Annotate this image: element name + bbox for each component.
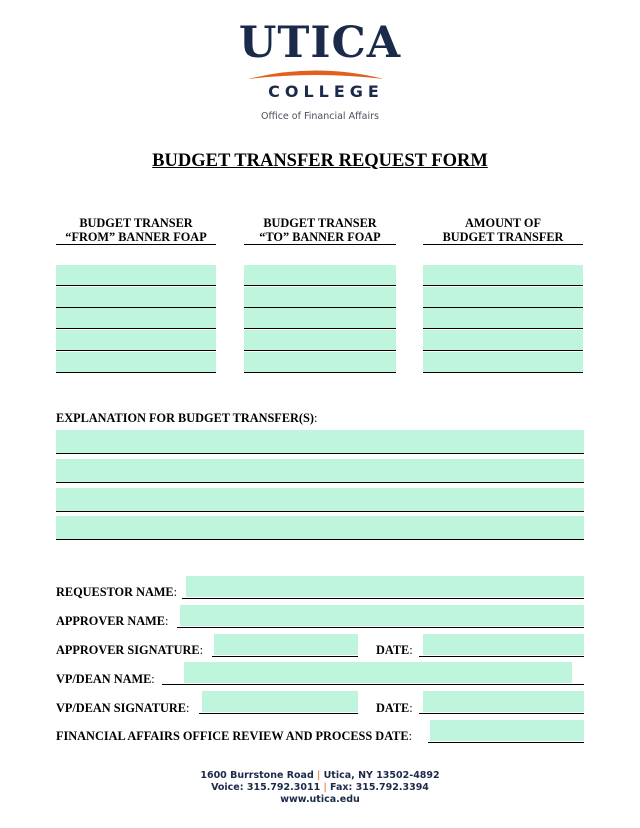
explanation-line-3[interactable] xyxy=(56,488,584,512)
approver-date-field[interactable] xyxy=(423,634,584,655)
approver-signature-underline xyxy=(212,656,358,657)
cell-to-foap-row-4[interactable] xyxy=(244,330,396,351)
cell-from-foap-row-1[interactable] xyxy=(56,265,216,286)
vp-dean-name-label: VP/DEAN NAME: xyxy=(56,672,155,686)
cell-to-foap-row-1[interactable] xyxy=(244,265,396,286)
explanation-line-4[interactable] xyxy=(56,516,584,540)
requestor-name-label: REQUESTOR NAME: xyxy=(56,585,178,599)
footer-address: 1600 Burrstone Road | Utica, NY 13502-4892 xyxy=(200,770,440,781)
logo-swoosh-icon xyxy=(248,68,384,80)
cell-from-foap-row-4[interactable] xyxy=(56,330,216,351)
explanation-line-1[interactable] xyxy=(56,430,584,454)
vp-dean-name-field[interactable] xyxy=(184,662,572,683)
vp-dean-signature-underline xyxy=(199,713,358,714)
column-header-amount: AMOUNT OF BUDGET TRANSFER xyxy=(423,216,583,245)
date-label-1: DATE: xyxy=(376,643,413,657)
page-title: BUDGET TRANSFER REQUEST FORM xyxy=(152,151,488,171)
logo-college: COLLEGE xyxy=(268,82,384,101)
financial-review-underline xyxy=(428,742,584,743)
approver-name-underline xyxy=(177,627,584,628)
footer-contact: Voice: 315.792.3011 | Fax: 315.792.3394 xyxy=(211,782,429,793)
approver-name-field[interactable] xyxy=(180,605,584,626)
financial-review-label: FINANCIAL AFFAIRS OFFICE REVIEW AND PROCESS DATE: xyxy=(56,729,412,743)
explanation-label: EXPLANATION FOR BUDGET TRANSFER(S): xyxy=(56,411,318,425)
vp-dean-signature-label: VP/DEAN SIGNATURE: xyxy=(56,701,190,715)
approver-signature-label: APPROVER SIGNATURE: xyxy=(56,643,204,657)
approver-signature-field[interactable] xyxy=(214,634,358,655)
column-header-to: BUDGET TRANSER “TO” BANNER FOAP xyxy=(244,216,396,245)
cell-from-foap-row-5[interactable] xyxy=(56,352,216,373)
cell-amount-row-3[interactable] xyxy=(423,308,583,329)
approver-date-underline xyxy=(419,656,584,657)
cell-amount-row-5[interactable] xyxy=(423,352,583,373)
date-label-2: DATE: xyxy=(376,701,413,715)
cell-to-foap-row-2[interactable] xyxy=(244,287,396,308)
vp-dean-date-field[interactable] xyxy=(423,691,584,712)
vp-dean-name-underline xyxy=(162,684,584,685)
financial-review-date-field[interactable] xyxy=(430,720,584,741)
cell-from-foap-row-3[interactable] xyxy=(56,308,216,329)
cell-to-foap-row-3[interactable] xyxy=(244,308,396,329)
column-header-from: BUDGET TRANSER “FROM” BANNER FOAP xyxy=(56,216,216,245)
requestor-name-field[interactable] xyxy=(186,576,584,597)
office-name: Office of Financial Affairs xyxy=(261,111,379,122)
cell-amount-row-2[interactable] xyxy=(423,287,583,308)
cell-amount-row-1[interactable] xyxy=(423,265,583,286)
explanation-line-2[interactable] xyxy=(56,459,584,483)
approver-name-label: APPROVER NAME: xyxy=(56,614,169,628)
cell-from-foap-row-2[interactable] xyxy=(56,287,216,308)
cell-to-foap-row-5[interactable] xyxy=(244,352,396,373)
logo-wordmark: UTICA xyxy=(238,18,402,68)
requestor-name-underline xyxy=(182,598,584,599)
footer-website[interactable]: www.utica.edu xyxy=(280,794,360,805)
vp-dean-signature-field[interactable] xyxy=(202,691,358,712)
cell-amount-row-4[interactable] xyxy=(423,330,583,351)
vp-dean-date-underline xyxy=(419,713,584,714)
